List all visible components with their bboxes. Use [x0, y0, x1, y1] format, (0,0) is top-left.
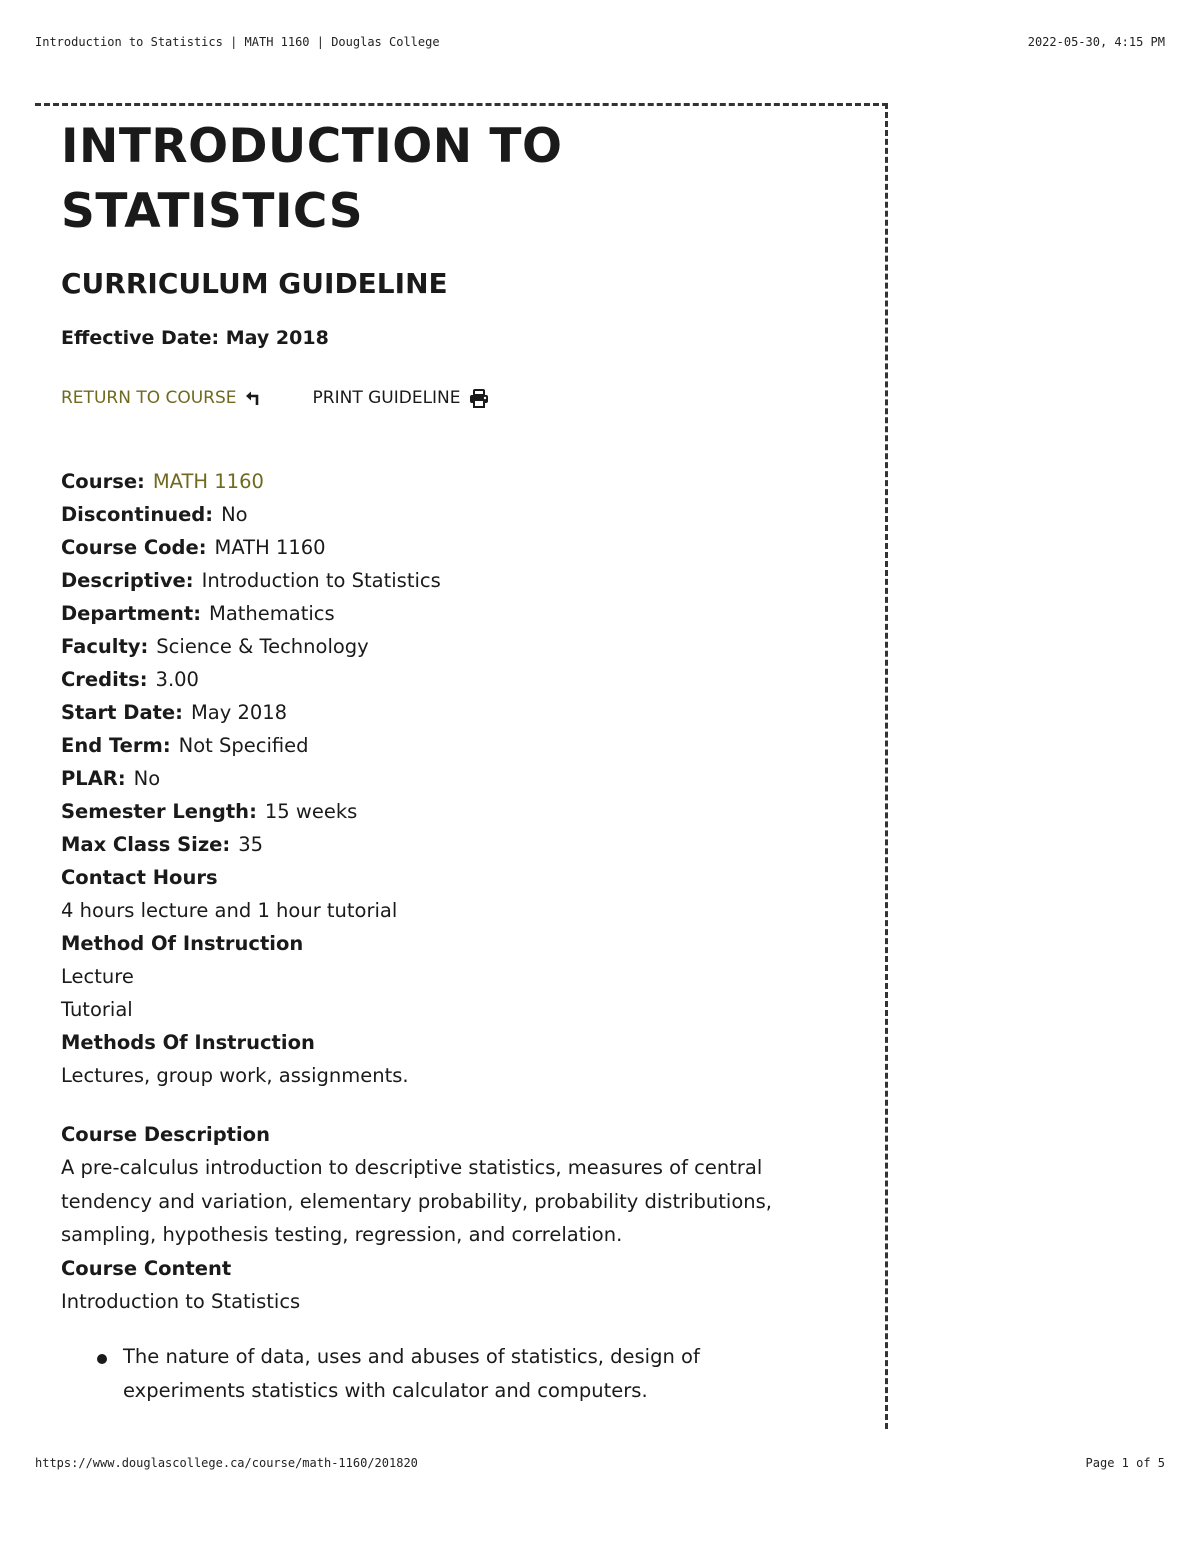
methods-of-instruction-label: Methods Of Instruction: [61, 1031, 315, 1054]
field-course: Course: MATH 1160: [61, 470, 264, 493]
field-department: Department: Mathematics: [61, 602, 335, 625]
print-guideline-label: PRINT GUIDELINE: [312, 388, 461, 408]
return-arrow-icon: [245, 390, 261, 406]
methods-of-instruction-value: Lectures, group work, assignments.: [61, 1064, 409, 1087]
print-footer: [35, 1456, 1165, 1470]
field-start-date: Start Date: May 2018: [61, 701, 288, 724]
method-item: Tutorial: [61, 998, 133, 1021]
page-title: INTRODUCTION TO STATISTICS: [61, 119, 563, 239]
course-content-heading: Introduction to Statistics: [61, 1289, 301, 1313]
page-subtitle: CURRICULUM GUIDELINE: [61, 267, 448, 300]
field-max-class-size: Max Class Size: 35: [61, 833, 264, 856]
return-to-course-link[interactable]: [61, 387, 261, 409]
return-to-course-label: RETURN TO COURSE: [61, 388, 237, 408]
print-footer-page: Page 1 of 5: [1085, 1456, 1165, 1470]
guideline-content: [61, 114, 861, 1408]
course-details: [61, 465, 861, 1408]
print-header-title: Introduction to Statistics | MATH 1160 | Douglas College: [35, 35, 440, 49]
field-discontinued: Discontinued: No: [61, 503, 248, 526]
effective-date: Effective Date: May 2018: [61, 327, 329, 349]
field-credits: Credits: 3.00: [61, 668, 199, 691]
course-description-text: A pre-calculus introduction to descriptive statistics, measures of central tendency and variation, elementary probability, probability distributions, sampling, hypothesis testing, regression, and correlation.: [61, 1156, 772, 1246]
course-content-list: [61, 1340, 861, 1408]
field-plar: PLAR: No: [61, 767, 161, 790]
course-description-label: Course Description: [61, 1123, 270, 1146]
method-item: Lecture: [61, 965, 134, 988]
print-header-datetime: 2022-05-30, 4:15 PM: [1027, 35, 1165, 49]
course-link[interactable]: MATH 1160: [152, 470, 264, 493]
print-header: [35, 35, 1165, 49]
printer-icon: [469, 389, 489, 408]
course-content-label: Course Content: [61, 1256, 232, 1280]
guideline-actions: [61, 387, 861, 409]
contact-hours-value: 4 hours lecture and 1 hour tutorial: [61, 899, 398, 922]
field-end-term: End Term: Not Specified: [61, 734, 309, 757]
field-course-code: Course Code: MATH 1160: [61, 536, 326, 559]
print-guideline-link[interactable]: [313, 387, 489, 409]
field-descriptive: Descriptive: Introduction to Statistics: [61, 569, 441, 592]
method-of-instruction-label: Method Of Instruction: [61, 932, 304, 955]
field-faculty: Faculty: Science & Technology: [61, 635, 369, 658]
contact-hours-label: Contact Hours: [61, 866, 218, 889]
print-footer-url: https://www.douglascollege.ca/course/math-1160/201820: [35, 1456, 418, 1470]
field-semester-length: Semester Length: 15 weeks: [61, 800, 358, 823]
list-item: The nature of data, uses and abuses of statistics, design of experiments statistics with calculator and computers.: [123, 1340, 861, 1408]
